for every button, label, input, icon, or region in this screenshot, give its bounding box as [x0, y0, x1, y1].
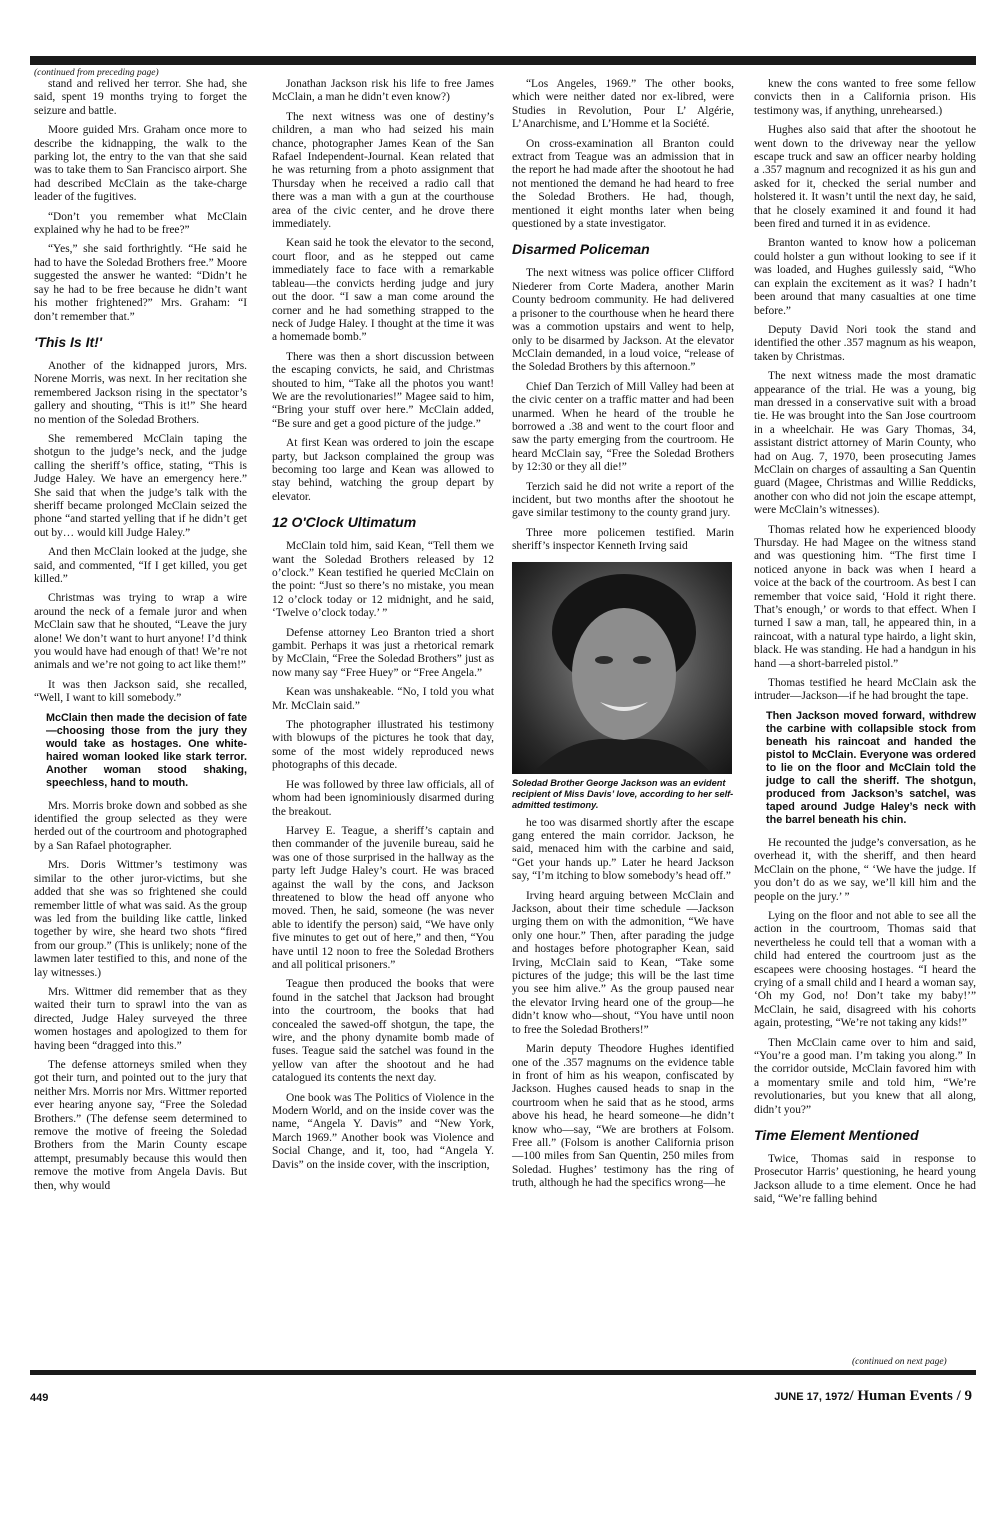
paragraph: Twice, Thomas said in response to Prosecutor Harris’ questioning, he heard young Jackson allude to a time element. Once he had said, “We’re falling behind — [754, 1153, 976, 1206]
paragraph: She remembered McClain taping the shotgun to the judge’s neck, and the judge calling the sheriff’s office, stating, “This is Judge Haley. We have an emergency here.” She said that when the judge’s talk with the sheriff became prolonged McClain seized the phone “and started yelling that if he didn’t get out by… would kill Judge Haley.” — [34, 432, 247, 539]
paragraph: Hughes also said that after the shootout he went down to the driveway near the yellow escape truck and saw an officer nearby holding a .357 magnum and recognized it as his gun and asked for it, checked the serial number and holstered it. It wasn’t until the next day, he said, that he closely examined it and found it had been fired and turned it in as evidence. — [754, 124, 976, 231]
paragraph: Branton wanted to know how a policeman could holster a gun without looking to see if it was loaded, and Hughes guilessly said, “Who can explain the excitement as it was? I hadn’t been around that many casualties at one time before.” — [754, 237, 976, 317]
paragraph: Deputy David Nori took the stand and identified the other .357 magnum as his weapon, taken by Christmas. — [754, 323, 976, 363]
paragraph: Jonathan Jackson risk his life to free James McClain, a man he didn’t even know?) — [272, 78, 494, 104]
paragraph: The next witness was one of destiny’s children, a man who had seized his main chance, photographer James Kean of the San Rafael Independent-Journal. Kean related that he was returning from a photo assignment that Thursday when he received a radio call that there was a man with a gun at the courthouse area of the civic center, and he drove there immediately. — [272, 110, 494, 231]
publication-name: / Human Events / 9 — [849, 1388, 972, 1404]
subheading-this-is-it: 'This Is It!' — [34, 333, 103, 350]
paragraph: Lying on the floor and not able to see all the action in the courtroom, Thomas said that nevertheless he could tell that a woman with a child had entered the courtroom just as the escapees were choosing hostages. “I heard the crying of a small child and I heard a woman say, ‘Oh my God, no! Don’t take my baby!’” McClain, he said, disagreed with his cohorts again, protesting, “We’re not taking any kids!” — [754, 909, 976, 1030]
paragraph: The defense attorneys smiled when they got their turn, and pointed out to the jury that neither Mrs. Morris nor Mrs. Wittmer reported ever hearing anyone say, “Free the Soledad Brothers.” (The defense seem determined to remove the motive of freeing the Soledad Brothers from the Marin County escape attempt, presumably because this would then remove the motive from Angela Davis. But then, why would — [34, 1058, 247, 1192]
paragraph: One book was The Politics of Violence in the Modern World, and on the inside cover was the name, “Angela Y. Davis” and “New York, March 1969.” Another book was Violence and Social Change, and it, too, had “Angela Y. Davis” on the inside cover, with the inscription, — [272, 1091, 494, 1171]
paragraph: Kean said he took the elevator to the second, court floor, and as he stepped out came immediately face to face with a remarkable tableau—the convicts herding judge and jury out the door. “I saw a man come around the corner and he had something strapped to the neck of Judge Haley. I thought at the time it was a homemade bomb.” — [272, 237, 494, 344]
paragraph: Christmas was trying to wrap a wire around the neck of a female juror and when McClain saw that he shouted, “Leave the jury alone! We don’t want to hurt anyone! I’d think you would have had enough of that! We’re not animals and we’re not going to act like them!” — [34, 592, 247, 672]
paragraph: Marin deputy Theodore Hughes identified one of the .357 magnums on the evidence table in front of him as his weapon, confiscated by Jackson. Hughes caused heads to snap in the courtroom when he said that as he stood, arms above his head, he heard someone—he didn’t know who—say, “We are brothers at Folsom. Free all.” (Folsom is another California prison—100 miles from San Quentin, 250 miles from Soledad. Hughes’ testimony has the ring of truth, although he had the specifics wrong—he — [512, 1043, 734, 1190]
paragraph: “Yes,” she said forthrightly. “He said he had to have the Soledad Brothers free.” Moore suggested the answer he wanted: “Didn’t he say he had to be free because he didn’t want his mother frightened?” Mrs. Graham: “I don’t remember that.” — [34, 243, 247, 323]
paragraph: And then McClain looked at the judge, she said, and commented, “If I get killed, you get killed.” — [34, 546, 247, 585]
paragraph: McClain told him, said Kean, “Tell them we want the Soledad Brothers released by 12 o’clock.” Kean testified he queried McClain on the point: “Just so there’s no mistake, you mean 12 o’clock today or 12 midnight, and he said, ‘Twelve o’clock today.’ ” — [272, 540, 494, 620]
portrait-photo — [512, 562, 732, 774]
folio — [774, 1388, 972, 1405]
paragraph: Then McClain came over to him and said, “You’re a good man. I’m taking you along.” In the corridor outside, McClain favored him with a momentary smile and told him, “We’re revolutionaries, but you knew that all along, didn’t you?” — [754, 1036, 976, 1116]
continued-from-note: (continued from preceding page) — [34, 68, 159, 78]
paragraph: There was then a short discussion between the escaping convicts, he said, and Christmas shouted to him, “Take all the photos you want! We are the revolutionaries!” Magee said to him, “Bring your stuff over here.” McClain added, “Be sure and get a good picture of the judge.” — [272, 350, 494, 430]
paragraph: Defense attorney Leo Branton tried a short gambit. Perhaps it was just a rhetorical remark by McClain, “Free the Soledad Brothers” just as now many say “Free Huey” or “Free Angela.” — [272, 626, 494, 679]
continued-on-note: (continued on next page) — [852, 1357, 947, 1367]
paragraph: He was followed by three law officials, all of whom had been ignominiously disarmed during the breakout. — [272, 778, 494, 818]
paragraph: “Los Angeles, 1969.” The other books, which were neither dated nor ex-libred, were Studies in Revolution, Pour L’ Algérie, L’Anarchisme, and L’Homme et la Société. — [512, 78, 734, 131]
paragraph: Moore guided Mrs. Graham once more to describe the kidnapping, the walk to the parking lot, the entry to the van that she said was to take them to San Francisco airport. She had described McClain as the take-charge leader of the fugitives. — [34, 124, 247, 204]
paragraph: Irving heard arguing between McClain and Jackson, about their time schedule —Jackson urging them on with the admonition, “We have only one hour.” Then, after parading the judge and hostages before photographer Kean, said Irving, McClain said to Kean, “Take some pictures of the judge; this will be the last time you see him alive.” As the group paused near the elevator Irving heard one of the group—he didn’t know who—shout, “You have until noon to free the Soledad Brothers!” — [512, 889, 734, 1036]
paragraph: He recounted the judge’s conversation, as he overhead it, with the sheriff, and then heard McClain on the phone, “ ‘We have the judge. If you don’t do as we say, we’ll kill him and the people on the jury.’ ” — [754, 836, 976, 903]
page-number: 449 — [30, 1392, 49, 1404]
paragraph: It was then Jackson said, she recalled, “Well, I want to kill somebody.” — [34, 678, 247, 705]
paragraph: Harvey E. Teague, a sheriff’s captain and then commander of the juvenile bureau, said he was one of those surprised in the hallway as the party left Judge Haley’s court. He was braced against the wall by the cons, and Jackson threatened to blow the head off anyone who moved. Then, he said, someone (he was never able to identify the person) said, “We have only five minutes to get out of here,” and then, “You have until 12 noon to free the Soledad Brothers and all political prisoners.” — [272, 824, 494, 971]
paragraph: On cross-examination all Branton could extract from Teague was an admission that in the report he had made after the shootout he had not mentioned the demand he had heard to free the Soledad Brothers. He had, though, mentioned it eight months later when being questioned by a state investigator. — [512, 137, 734, 231]
paragraph: Terzich said he did not write a report of the incident, but two months after the shootout he gave similar testimony to the county grand jury. — [512, 480, 734, 520]
column-2 — [272, 78, 494, 1178]
paragraph: The next witness was police officer Clifford Niederer from Corte Madera, another Marin County bedroom community. He had delivered a prisoner to the courthouse when he heard there was a commotion upstairs and went to help, only to be disarmed by Jackson. At the elevator McClain demanded, in a loud voice, “release of the Soledad Brothers by this afternoon.” — [512, 267, 734, 374]
photo-caption: Soledad Brother George Jackson was an evident recipient of Miss Davis’ love, according to her self-admitted testimony. — [512, 777, 734, 810]
paragraph: Teague then produced the books that were found in the satchel that Jackson had brought into the courtroom, the books that had concealed the sawed-off shotgun, the tape, the wire, and the phony dynamite bomb made of fuses. Teague said the satchel was found in the yellow van after the shootout and he had catalogued its contents the next day. — [272, 978, 494, 1085]
paragraph: Three more policemen testified. Marin sheriff’s inspector Kenneth Irving said — [512, 526, 734, 553]
paragraph: Chief Dan Terzich of Mill Valley had been at the civic center on a traffic matter and had been unarmed. When he heard of the trouble he borrowed a .38 and went to the court floor and saw the party emerging from the courtroom. He heard McClain say, “Free the Soledad Brothers by 12:30 or they all die!” — [512, 380, 734, 474]
subheading-time-element: Time Element Mentioned — [754, 1127, 919, 1143]
paragraph: stand and relived her terror. She had, she said, spent 19 months trying to forget the seizure and battle. — [34, 78, 247, 117]
paragraph: The next witness made the most dramatic appearance of the trial. He was a young, big man dressed in a conservative suit with a broad tie. He was brought into the San Jose courtroom in a wheelchair. He was Gary Thomas, 34, assistant district attorney of Marin County, who had on Aug. 7, 1970, been prosecuting James McClain on charges of assaulting a San Quentin guard (Magee, Christmas and Willie Reddicks, another con who did not join the escape attempt, were McClain’s witnesses). — [754, 370, 976, 517]
column-3 — [512, 78, 734, 1197]
paragraph: The photographer illustrated his testimony with blowups of the pictures he took that day, some of the most widely reproduced news photographs of this decade. — [272, 719, 494, 772]
paragraph: Mrs. Wittmer did remember that as they waited their turn to sprawl into the van as directed, Judge Haley surveyed the three women hostages and apologized to them for having been “dragged into this.” — [34, 985, 247, 1052]
pull-quote: Then Jackson moved forward, withdrew the carbine with collapsible stock from beneath his raincoat and handed the pistol to McClain. Everyone was ordered to lie on the floor and McClain told the judge to call the sheriff. The shotgun, produced from Jackson’s satchel, was taped around Judge Haley’s neck with the barrel beneath his chin. — [766, 709, 976, 826]
paragraph: Mrs. Morris broke down and sobbed as she identified the group selected as they were herded out of the courtroom and photographed by a San Rafael photographer. — [34, 799, 247, 852]
pull-quote: McClain then made the decision of fate—choosing those from the jury they would take as hostages. One white-haired woman looked like stark terror. Another woman stood shaking, speechless, hand to mouth. — [46, 711, 247, 789]
subheading-ultimatum: 12 O'Clock Ultimatum — [272, 514, 417, 531]
paragraph: he too was disarmed shortly after the escape gang entered the main corridor. Jackson, he said, menaced him with the carbine and said, “Get your hands up.” Later he heard Jackson say, “I’m itching to blow somebody’s head off.” — [512, 816, 734, 883]
paragraph: knew the cons wanted to free some fellow convicts then in a California prison. His testimony was, if anything, unrehearsed.) — [754, 78, 976, 117]
top-rule — [30, 56, 976, 65]
paragraph: Mrs. Doris Wittmer’s testimony was similar to the other juror-victims, but she added that she was so frightened she could remember little of what was said. As the group was led from the building like cattle, linked together by wire, she heard two shots “fired from our group.” (This is unlikely; none of the lawmen later testified to this, and none of the lay witnesses.) — [34, 859, 247, 979]
bottom-rule — [30, 1370, 976, 1375]
paragraph: Thomas testified he heard McClain ask the intruder—Jackson—if he had brought the tape. — [754, 677, 976, 703]
column-4 — [754, 78, 976, 1213]
paragraph: Kean was unshakeable. “No, I told you what Mr. McClain said.” — [272, 686, 494, 712]
column-1 — [34, 78, 247, 1199]
subheading-disarmed-policeman: Disarmed Policeman — [512, 241, 650, 258]
paragraph: At first Kean was ordered to join the escape party, but Jackson complained the group was becoming too large and Kean was allowed to stay behind, watching the group depart by elevator. — [272, 437, 494, 503]
issue-date: JUNE 17, 1972 — [774, 1391, 850, 1403]
paragraph: Another of the kidnapped jurors, Mrs. Norene Morris, was next. In her recitation she remembered Jackson rising in the spectator’s gallery and shouting, “This is it!” She heard no mention of the Soledad Brothers. — [34, 359, 247, 426]
portrait-illustration — [512, 562, 732, 774]
paragraph: Thomas related how he experienced bloody Thursday. He had Magee on the witness stand and was questioning him. “The first time I noticed anyone in back was when I heard a voice at the back of the courtroom. As best I can remember that voice said, ‘Hold it right there. That’s enough,’ or words to that effect. When I turned I saw a man, tall, he appeared thin, in a raincoat, with a natural type hairdo, a light skin, black. He was standing. He had a handgun in his hand —a short-barreled pistol.” — [754, 523, 976, 670]
paragraph: “Don’t you remember what McClain explained why he had to be free?” — [34, 210, 247, 237]
